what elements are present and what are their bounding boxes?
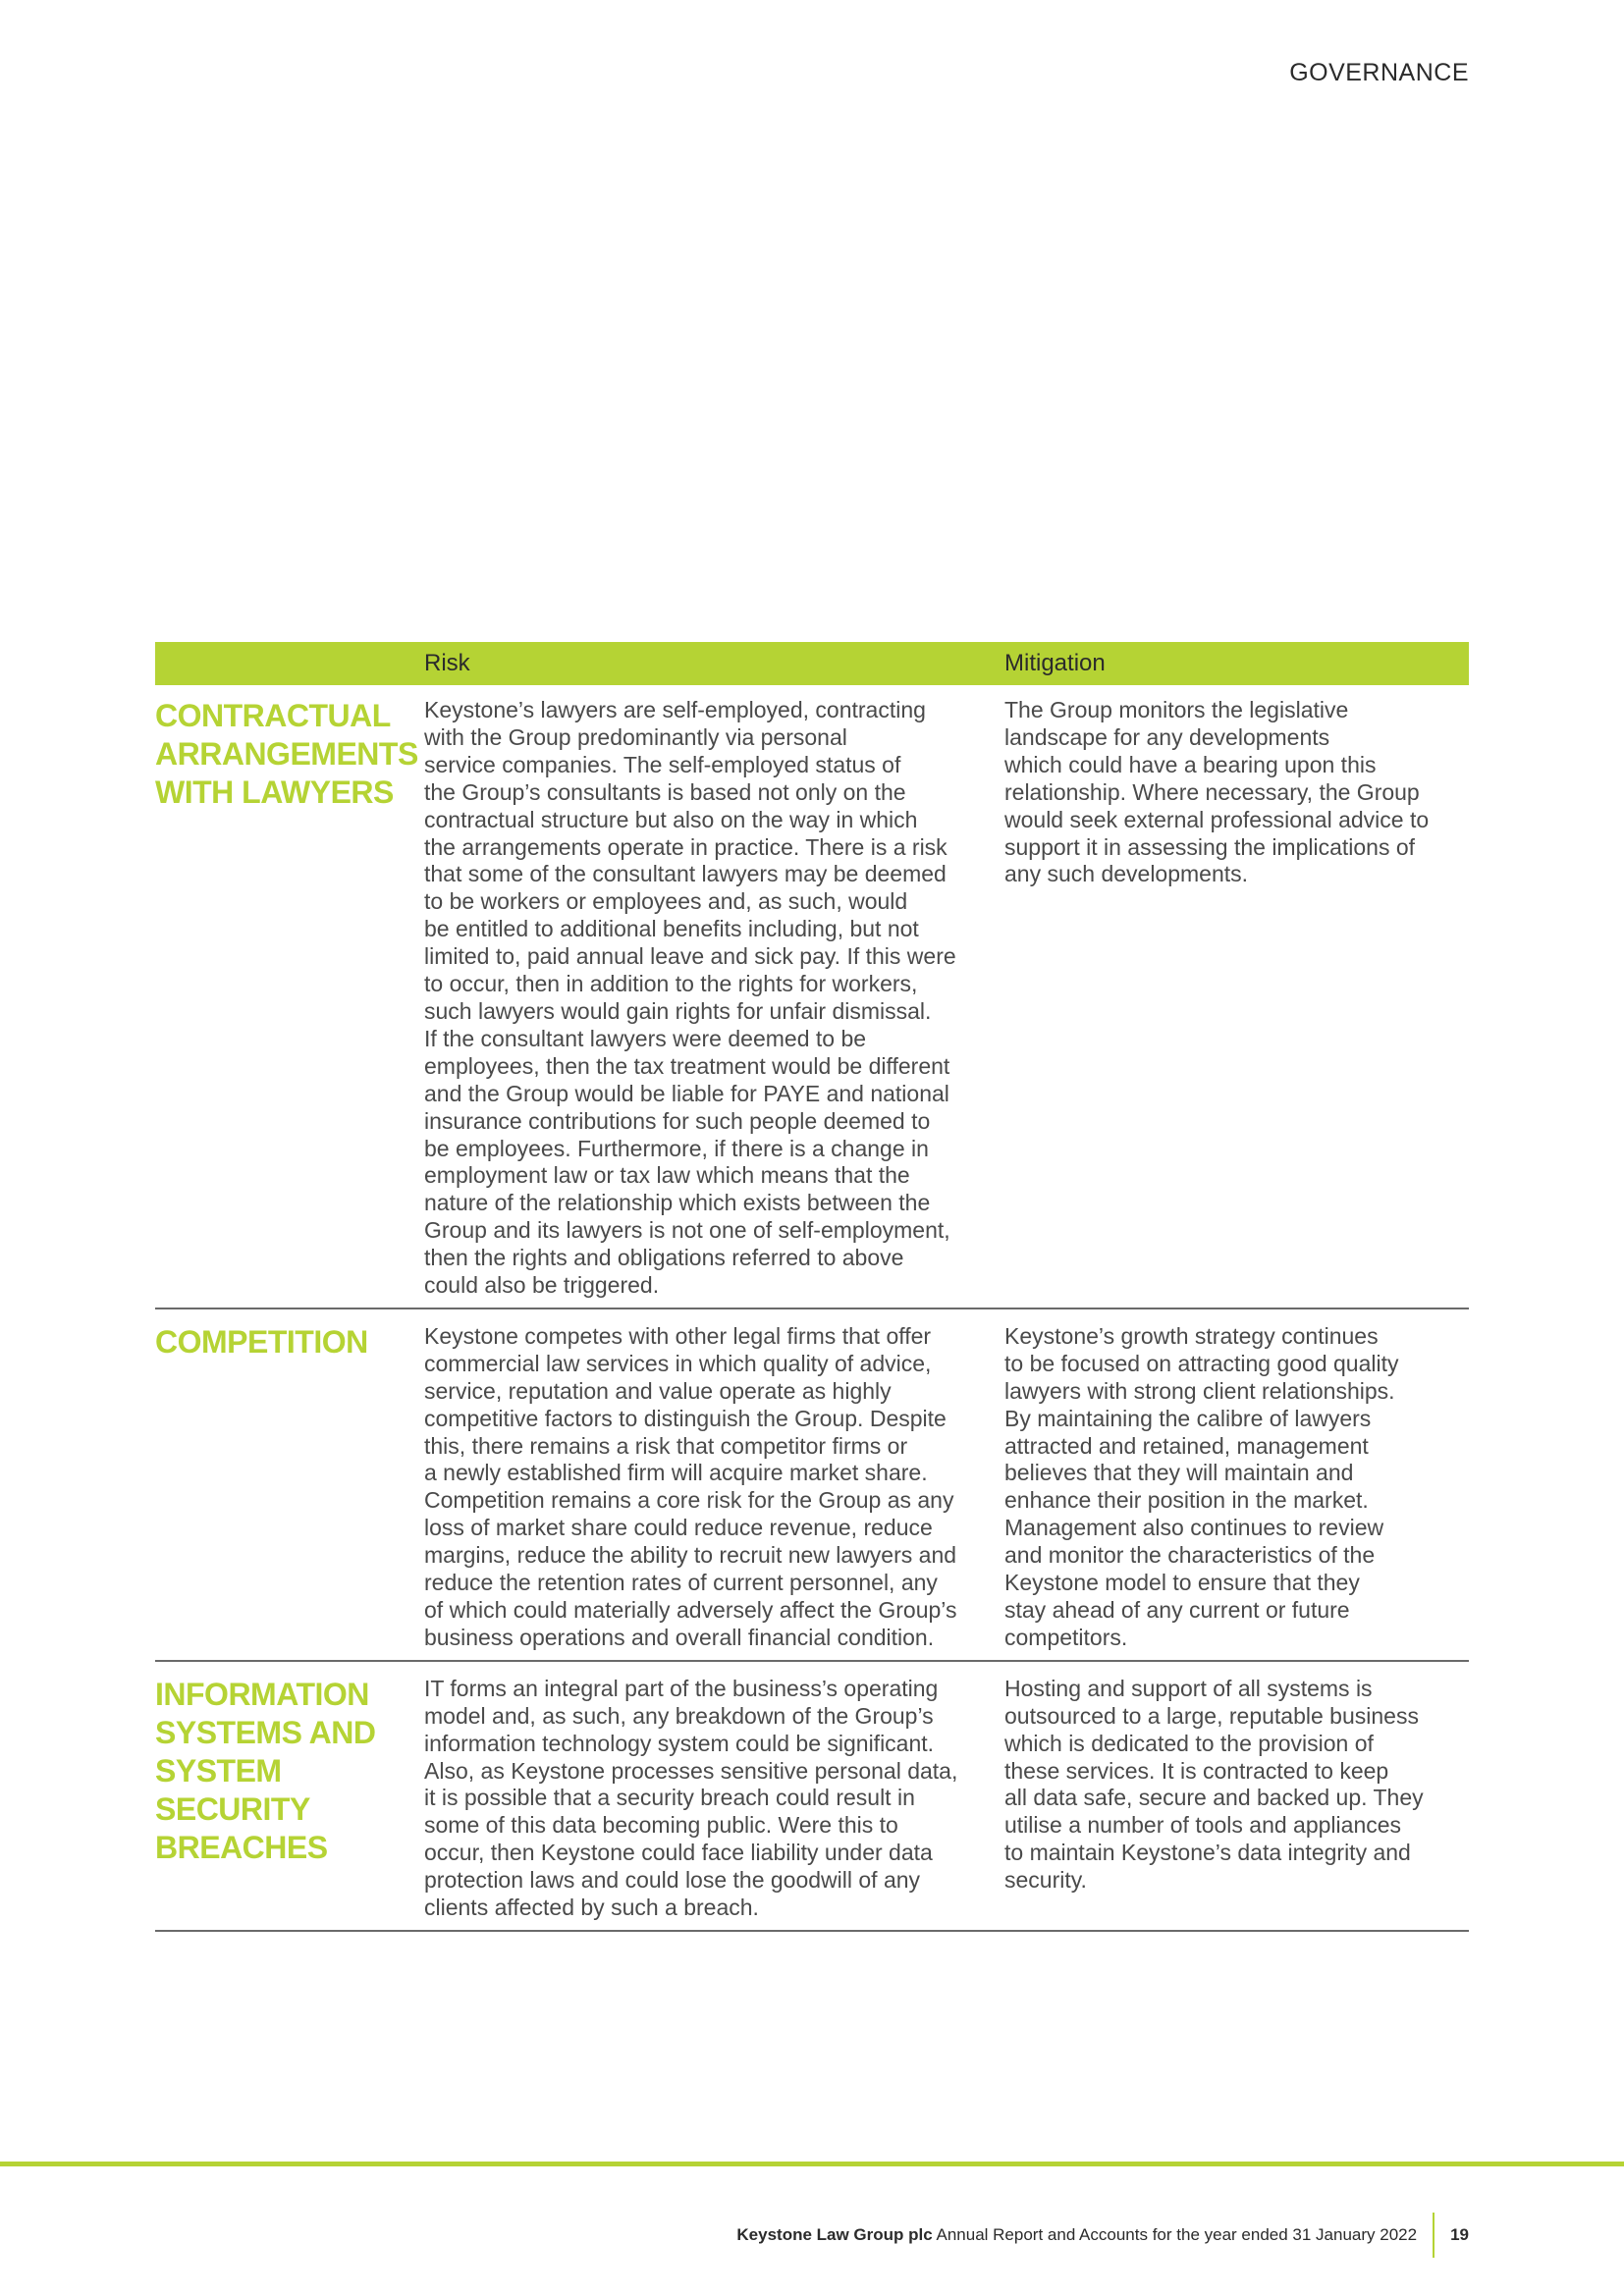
mitigation-description: Hosting and support of all systems is outsourced to a large, reputable business which is dedicated to the provision of these services. It is contracted to keep all data safe, secure and backed up. They utilise a number of tools and appliances to maintain Keystone’s data integrity and security. [1004,1675,1424,1894]
risk-description: IT forms an integral part of the business’s operating model and, as such, any breakdown of the Group’s information technology system could be significant. Also, as Keystone processes sensitive personal data, it is possible that a security breach could result in some of this data becoming public. Were this to occur, then Keystone could face liability under data protection laws and could lose the goodwill of any clients affected by such a breach. [424,1675,958,1921]
risk-table [155,642,1469,1932]
table-row [155,1662,1469,1932]
risk-title: CONTRACTUAL ARRANGEMENTS WITH LAWYERS [155,698,418,810]
risk-title: COMPETITION [155,1323,368,1360]
risk-description: Keystone competes with other legal firms that offer commercial law services in which quality of advice, service, reputation and value operate as highly competitive factors to distinguish the Group. Despite this, there remains a risk that competitor firms or a newly established firm will acquire market share. Competition remains a core risk for the Group as any loss of market share could reduce revenue, reduce margins, reduce the ability to recruit new lawyers and reduce the retention rates of current personnel, any of which could materially adversely affect the Group’s business operations and overall financial condition. [424,1322,957,1650]
risk-title: INFORMATION SYSTEMS AND SYSTEM SECURITY BREACHES [155,1676,376,1865]
footer-document-title [736,2225,1417,2245]
column-header-risk: Risk [424,650,470,676]
table-row [155,685,1469,1309]
footer-rule [0,2162,1624,2166]
mitigation-description: The Group monitors the legislative landscape for any developments which could have a bearing upon this relationship. Where necessary, the Group would seek external professional advice to support it in assessing the implications of any such developments. [1004,697,1430,887]
page-number: 19 [1450,2225,1469,2244]
column-header-mitigation: Mitigation [1004,650,1106,676]
footer-report: Annual Report and Accounts for the year ended 31 January 2022 [936,2225,1418,2244]
risk-description: Keystone’s lawyers are self-employed, contracting with the Group predominantly via personal service companies. The self-employed status of the Group’s consultants is based not only on the contractual structure but also on the way in which the arrangements operate in practice. There is a risk that some of the consultant lawyers may be deemed to be workers or employees and, as such, would be entitled to additional benefits including, but not limited to, paid annual leave and sick pay. If this were to occur, then in addition to the rights for workers, such lawyers would gain rights for unfair dismissal. If the consultant lawyers were deemed to be employees, then the tax treatment would be different and the Group would be liable for PAYE and national insurance contributions for such people deemed to be employees. Furthermore, if there is a change in employment law or tax law which means that the nature of the relationship which exists between the Group and its lawyers is not one of self-employment, then the rights and obligations referred to above could also be triggered. [424,697,956,1299]
mitigation-description: Keystone’s growth strategy continues to be focused on attracting good quality lawyers with strong client relationships. By maintaining the calibre of lawyers attracted and retained, management believes that they will maintain and enhance their position in the market. Management also continues to review and monitor the characteristics of the Keystone model to ensure that they stay ahead of any current or future competitors. [1004,1322,1399,1650]
footer-company: Keystone Law Group plc [736,2225,933,2244]
footer-divider [1433,2213,1435,2258]
section-label: GOVERNANCE [1289,59,1469,86]
table-header [155,642,1469,685]
page-footer [736,2213,1469,2258]
table-row [155,1309,1469,1662]
